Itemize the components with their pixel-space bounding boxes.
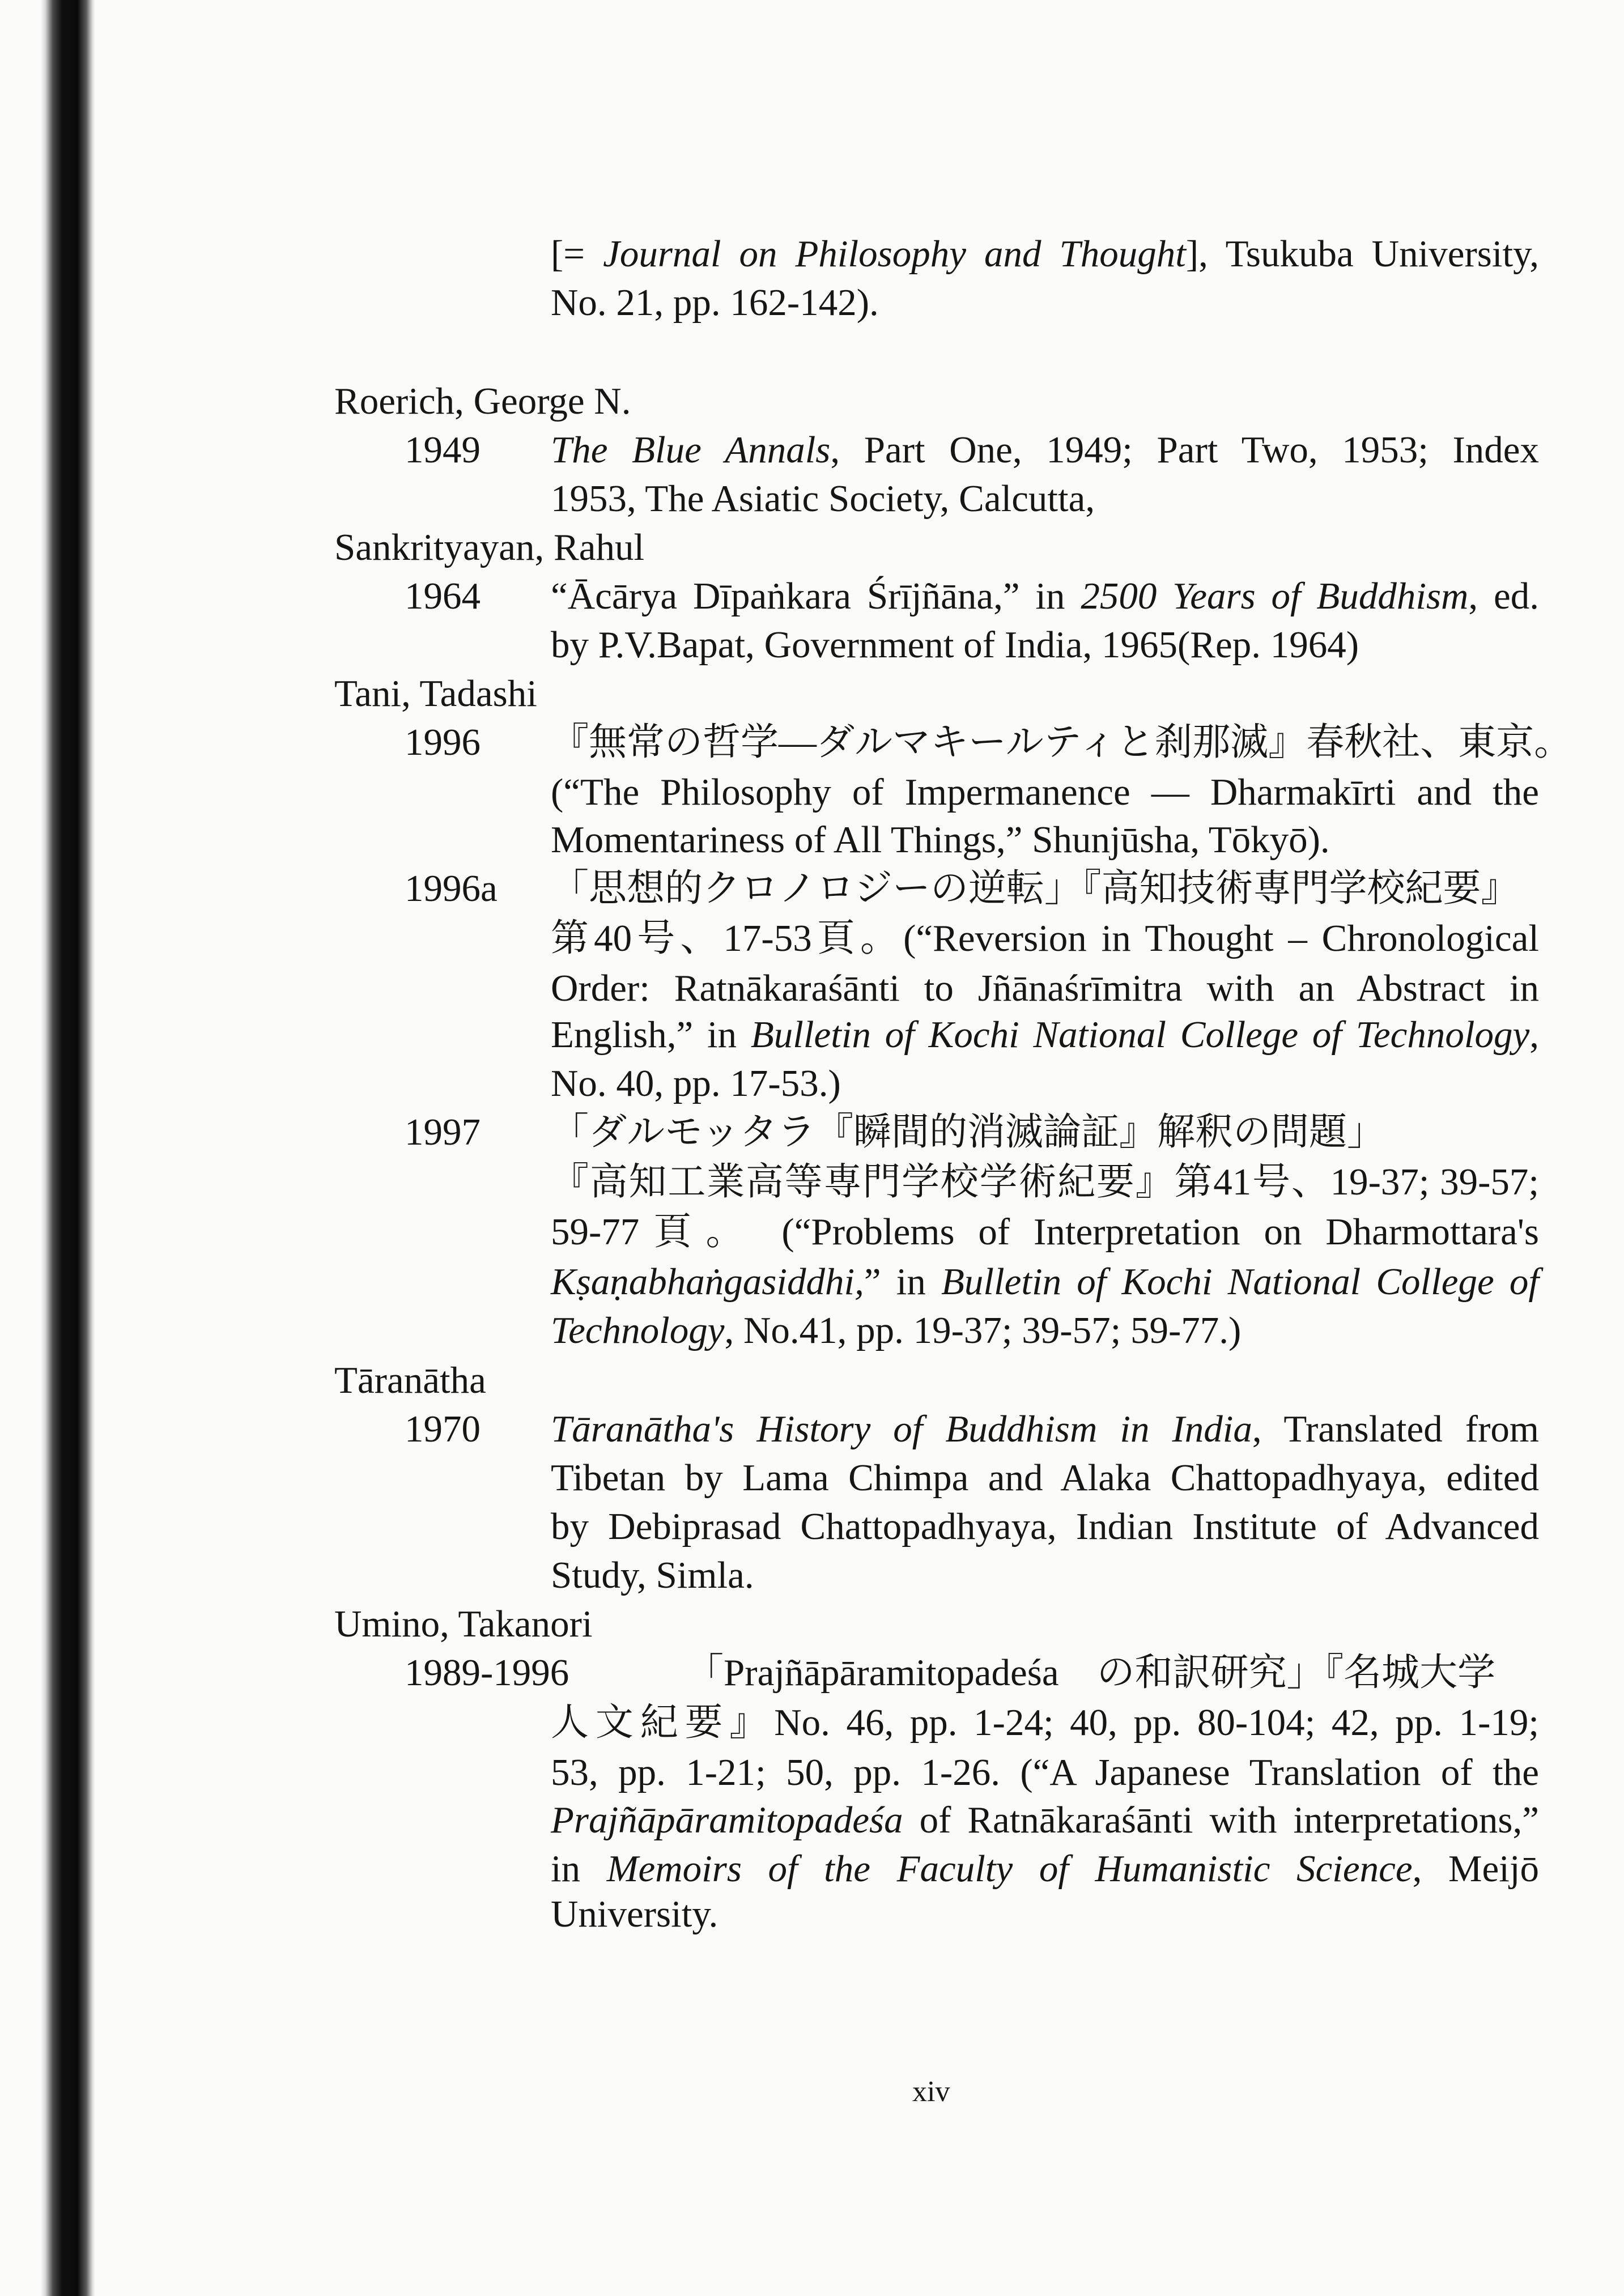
year-tani-1997: 1997 [405,1111,481,1153]
tani-1997-line-2: 『高知工業高等専門学校学術紀要』第41号、19-37; 39-57; [551,1161,1539,1203]
year-tani-1996: 1996 [405,721,481,763]
tani-1997-line-4: Kṣaṇabhaṅgasiddhi,” in Bulletin of Kochi National College of [551,1261,1539,1303]
taranatha-line-1: Tāranātha's History of Buddhism in India, Translated from [551,1408,1539,1450]
taranatha-line-4: Study, Simla. [551,1554,754,1596]
tani-1996a-line-5: No. 40, pp. 17-53.) [551,1062,841,1104]
continuation-line-1: [= Journal on Philosophy and Thought], Tsukuba University, [551,233,1539,275]
year-roerich-1949: 1949 [405,429,481,471]
roerich-line-1: The Blue Annals, Part One, 1949; Part Two, 1953; Index [551,429,1539,471]
continuation-line-2: No. 21, pp. 162-142). [551,282,879,324]
tani-1996a-line-4: English,” in Bulletin of Kochi National College of Technology, [551,1014,1539,1056]
year-tani-1996a: 1996a [405,868,498,909]
umino-line-5: in Memoirs of the Faculty of Humanistic Science, Meijō University. [551,1848,1539,1935]
author-sankrityayan: Sankrityayan, Rahul [334,526,645,568]
author-roerich: Roerich, George N. [334,380,631,422]
tani-1996a-line-3: Order: Ratnākaraśānti to Jñānaśrīmitra with an Abstract in [551,967,1539,1009]
year-umino-1989-1996: 1989-1996 [405,1652,569,1694]
umino-line-3: 53, pp. 1-21; 50, pp. 1-26. (“A Japanese Translation of the [551,1751,1539,1793]
author-taranatha: Tāranātha [334,1359,486,1401]
tani-1996-line-1: 『無常の哲学—ダルマキールティと刹那滅』春秋社、東京。 [551,721,1572,763]
year-taranatha-1970: 1970 [405,1408,481,1450]
taranatha-line-2: Tibetan by Lama Chimpa and Alaka Chattopadhyaya, edited [551,1457,1539,1499]
tani-1996a-line-2: 第40号、17-53頁。(“Reversion in Thought – Chronological [551,917,1539,959]
tani-1996-line-2: (“The Philosophy of Impermanence — Dharmakīrti and the [551,771,1539,813]
sankrityayan-line-2: by P.V.Bapat, Government of India, 1965(Rep. 1964) [551,624,1359,666]
sankrityayan-line-1: “Ācārya Dīpaṅkara Śrījñāna,” in 2500 Years of Buddhism, ed. [551,575,1539,617]
tani-1997-line-3: 59-77頁。 (“Problems of Interpretation on Dharmottara's [551,1211,1539,1253]
tani-1996-line-3: Momentariness of All Things,” Shunjūsha, Tōkyō). [551,819,1330,861]
umino-line-4: Prajñāpāramitopadeśa of Ratnākaraśānti with interpretations,” [551,1799,1539,1841]
umino-line-2: 人文紀要』No. 46, pp. 1-24; 40, pp. 80-104; 42, pp. 1-19; [551,1702,1539,1744]
tani-1996a-line-1: 「思想的クロノロジーの逆転」『高知技術専門学校紀要』 [551,868,1519,909]
page-number: xiv [912,2076,950,2108]
year-sankrityayan-1964: 1964 [405,575,481,617]
umino-line-1: 「Prajñāpāramitopadeśa の和訳研究」『名城大学 [686,1652,1496,1694]
taranatha-line-3: by Debiprasad Chattopadhyaya, Indian Institute of Advanced [551,1506,1539,1547]
tani-1997-line-1: 「ダルモッタラ『瞬間的消滅論証』解釈の問題」 [551,1111,1385,1153]
author-tani: Tani, Tadashi [334,673,537,715]
roerich-line-2: 1953, The Asiatic Society, Calcutta, [551,478,1095,520]
author-umino: Umino, Takanori [334,1603,593,1645]
tani-1997-line-5: Technology, No.41, pp. 19-37; 39-57; 59-77.) [551,1309,1242,1351]
